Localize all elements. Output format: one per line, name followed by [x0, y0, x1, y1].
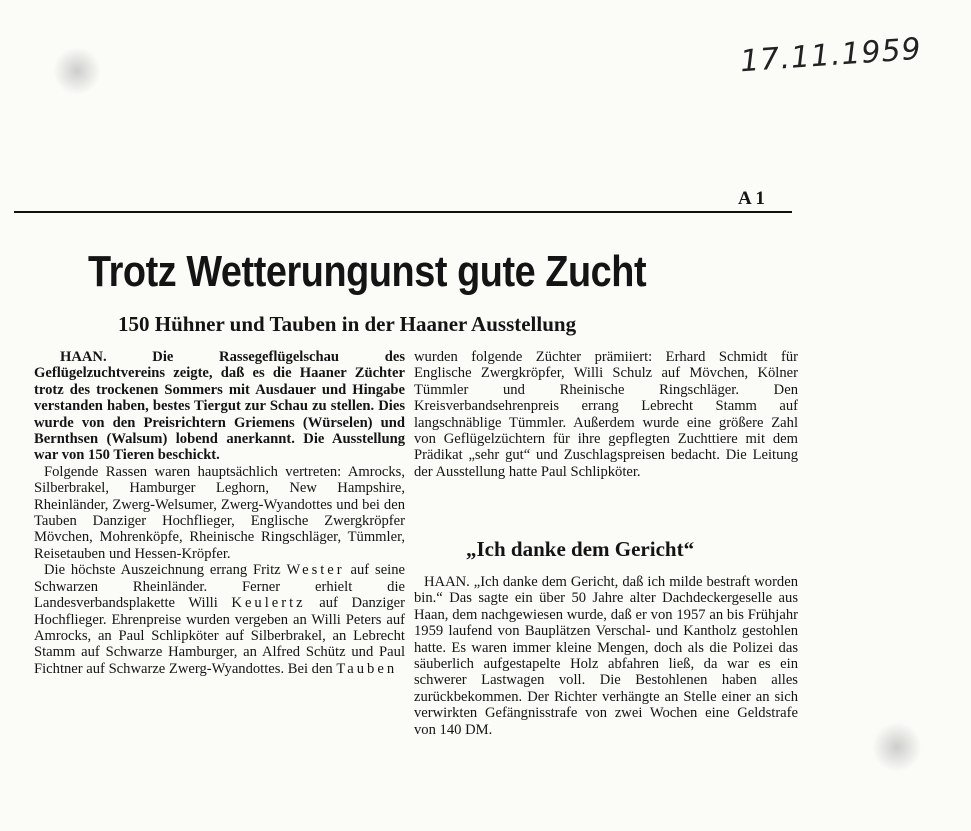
breeder-name-keulertz: Keulertz [231, 595, 306, 612]
article-subheadline: 150 Hühner und Tauben in der Haaner Ausstellung [118, 312, 577, 336]
second-article-paragraph: HAAN. „Ich danke dem Gericht, daß ich milde bestraft worden bin.“ Das sagte ein über 50 Jahre alter Dachdeckergeselle aus Haan, dem nachgewiesen wurde, daß er von 1957 an bis Frühjahr 1959 laufend von Bauplätzen Verschal- und Kantholz gestohlen hatte. Es waren immer kleine Mengen, doch als die Polizei das säuberlich aufgestapelte Holz abfahren ließ, da war es ein schwerer Lastwagen voll. Die Bestohlenen haben alles zurückbekommen. Der Richter verhängte an Stelle einer an sich verwirkten Gefängnisstrafe von zwei Wochen eine Geldstrafe von 140 DM. [414, 574, 798, 738]
article-column-left [34, 349, 405, 677]
article-paragraph-continued: wurden folgende Züchter prämiiert: Erhard Schmidt für Englische Zwergkröpfer, Willi Schulz auf Mövchen, Kölner Tümmler und Rheinische Ringschläger. Den Kreisverbandsehrenpreis errang Lebrecht Stamm auf langschnäblige Tümmler. Außerdem wurde eine größere Zahl von Geflügelzüchtern für ihre gepflegten Zuchttiere mit dem Prädikat „sehr gut“ und Zuschlagspreisen bedacht. Die Leitung der Ausstellung hatte Paul Schlipköter. [414, 349, 798, 480]
second-article-body [414, 574, 798, 738]
header-rule [14, 211, 792, 213]
second-article-headline: „Ich danke dem Gericht“ [466, 537, 695, 561]
article-paragraph-awards [34, 562, 405, 677]
breeder-name-wester: Wester [286, 562, 345, 579]
page-label: A 1 [738, 188, 765, 209]
article-headline: Trotz Wetterungunst gute Zucht [88, 247, 647, 296]
scan-speck [872, 722, 922, 772]
scan-speck [52, 48, 102, 94]
awards-text-b: auf seine Schwarzen Rheinländer. Ferner erhielt die Landesverbandsplakette Willi [34, 562, 405, 612]
article-column-right [414, 349, 798, 480]
tauben-word: Tauben [336, 660, 398, 677]
article-lead-paragraph: HAAN. Die Rassegeflügelschau des Geflügelzuchtvereins zeigte, daß es die Haaner Züchter trotz des trockenen Sommers mit Ausdauer und Hingabe verstanden haben, bestes Tiergut zur Schau zu stellen. Dies wurde von den Preisrichtern Griemens (Würselen) und Bernthsen (Walsum) lobend anerkannt. Die Ausstellung war von 150 Tieren beschickt. [34, 349, 405, 464]
awards-text-a: Die höchste Auszeichnung errang Fritz [44, 562, 281, 579]
handwritten-date: 17.11.1959 [739, 31, 923, 80]
article-paragraph-breeds: Folgende Rassen waren hauptsächlich vertreten: Amrocks, Silberbrakel, Hamburger Leghorn, New Hampshire, Rheinländer, Zwerg-Welsumer, Zwerg-Wyandottes und bei den Tauben Danziger Hochflieger, Englische Zwergkröpfer Mövchen, Mohrenköpfe, Rheinische Ringschläger, Tümmler, Reisetauben und Hessen-Kröpfer. [34, 463, 405, 562]
awards-text-c: auf Danziger Hochflieger. Ehrenpreise wurden vergeben an Willi Peters auf Amrocks, an Paul Schlipköter auf Silberbrakel, an Lebrecht Stamm auf Schwarze Hamburger, an Alfred Schütz und Paul Fichtner auf Schwarze Zwerg-Wyandottes. Bei den [34, 595, 406, 677]
